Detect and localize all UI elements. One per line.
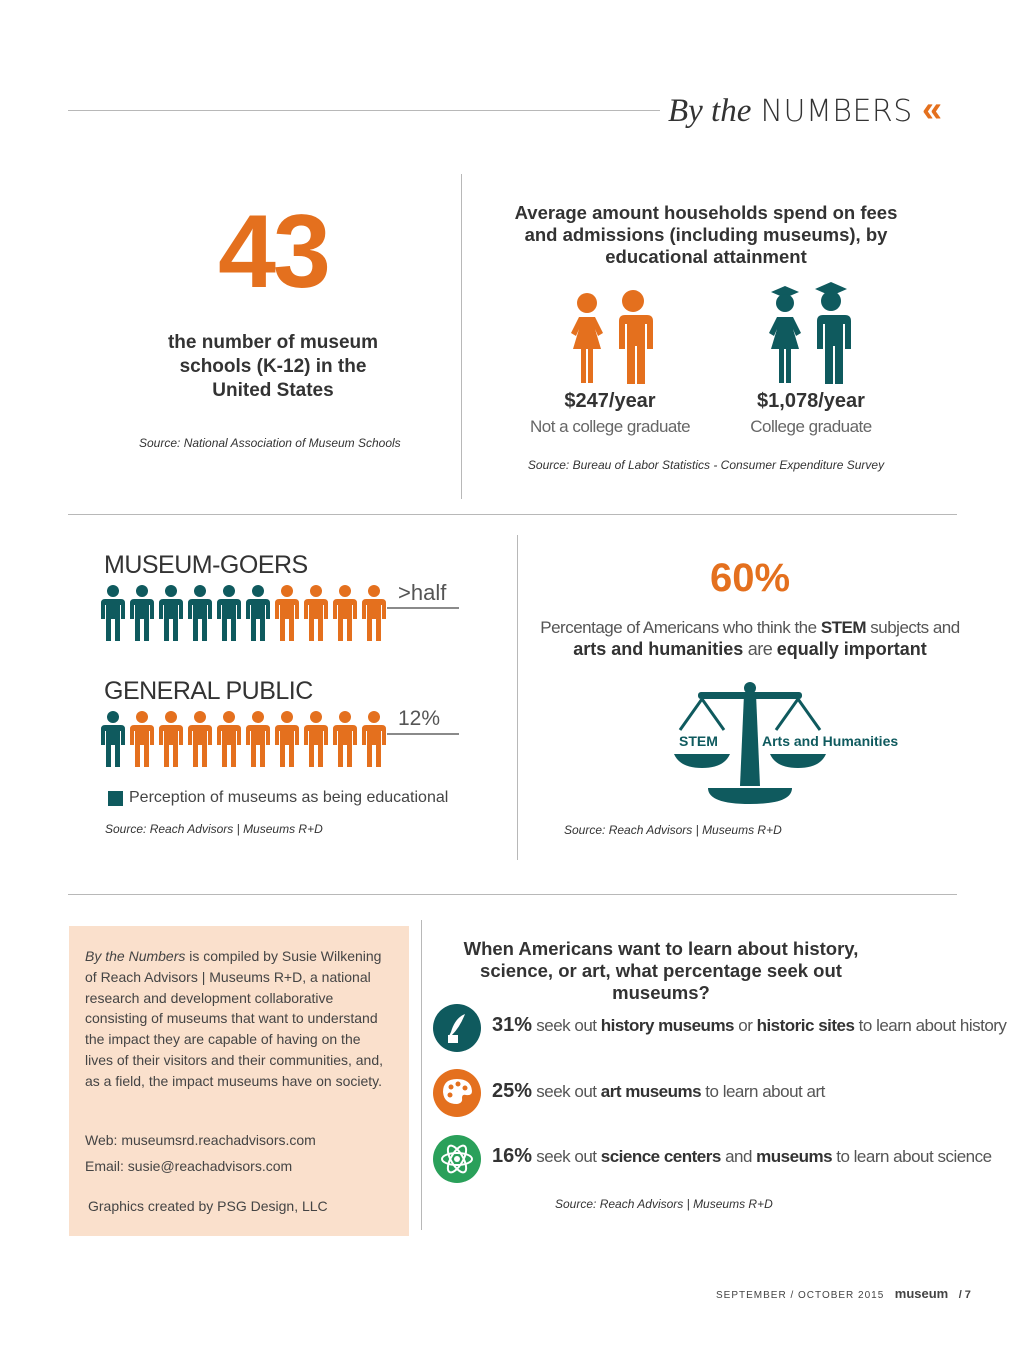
quill-icon (433, 1004, 481, 1052)
title-caps: NUMBERS (760, 94, 913, 129)
stem-line1-post: subjects and (866, 618, 960, 637)
college-label: College graduate (750, 417, 872, 436)
museum-schools-number: 43 (218, 194, 328, 310)
noncollege-label: Not a college graduate (529, 417, 691, 436)
section1-vertical-divider (461, 174, 462, 499)
history-percent: 31% (492, 1014, 533, 1036)
section2-bottom-rule (68, 894, 957, 895)
person-icon (129, 711, 155, 767)
museum-goers-label: MUSEUM-GOERS (104, 551, 308, 579)
person-icon (332, 711, 358, 767)
person-icon (158, 711, 184, 767)
stem-description-line1 (535, 618, 965, 638)
stem-description-line2 (535, 639, 965, 660)
credits-title: By the Numbers (85, 948, 186, 964)
credits-graphics: Graphics created by PSG Design, LLC (88, 1198, 328, 1214)
science-percent: 16% (492, 1145, 533, 1167)
graduate-people-icon (763, 282, 857, 386)
person-icon (361, 711, 387, 767)
person-icon (187, 585, 213, 641)
palette-icon (433, 1069, 481, 1117)
science-text-2: and (720, 1147, 757, 1166)
history-bold-2: historic sites (756, 1016, 855, 1035)
stem-line1-bold: STEM (820, 618, 867, 637)
stem-line2-bold2: equally important (776, 639, 927, 659)
museum-schools-caption: the number of museum schools (K-12) in the United States (167, 332, 379, 401)
person-icon (216, 585, 242, 641)
person-icon (129, 585, 155, 641)
general-public-people-row (100, 711, 390, 769)
person-icon (274, 711, 300, 767)
person-icon (332, 585, 358, 641)
atom-icon (433, 1135, 481, 1183)
section1-bottom-rule (68, 514, 957, 515)
science-text-1: seek out (532, 1147, 601, 1166)
stem-line2-mid: are (743, 639, 777, 659)
scale-label-stem: STEM (679, 733, 718, 749)
learning-item-art (492, 1080, 825, 1103)
stem-percent: 60% (709, 556, 791, 600)
history-text-1: seek out (532, 1016, 601, 1035)
general-public-label: GENERAL PUBLIC (104, 677, 313, 705)
section2-vertical-divider (517, 535, 518, 860)
person-icon (158, 585, 184, 641)
page-footer (716, 1285, 971, 1303)
learning-item-science (492, 1145, 992, 1168)
person-icon (361, 585, 387, 641)
person-icon (245, 711, 271, 767)
spending-heading: Average amount households spend on fees and admissions (including museums), by educational attainment (514, 202, 898, 267)
person-icon (274, 585, 300, 641)
person-icon (303, 711, 329, 767)
credits-web: Web: museumsrd.reachadvisors.com (85, 1132, 316, 1148)
museum-goers-rule (387, 607, 459, 609)
museum-schools-source: Source: National Association of Museum Schools (139, 436, 401, 450)
college-amount: $1,078/year (757, 390, 865, 412)
footer-magazine: museum (894, 1286, 949, 1301)
learning-heading: When Americans want to learn about history, science, or art, what percentage seek out museums? (463, 938, 859, 1003)
person-icon (303, 585, 329, 641)
scale-label-arts: Arts and Humanities (762, 733, 899, 749)
history-text-2: or (734, 1016, 757, 1035)
chevron-icon: « (922, 88, 943, 129)
credits-email: Email: susie@reachadvisors.com (85, 1158, 293, 1174)
stem-source: Source: Reach Advisors | Museums R+D (564, 823, 782, 837)
person-icon (100, 585, 126, 641)
general-public-value: 12% (398, 707, 441, 730)
person-icon (100, 711, 126, 767)
history-text-3: to learn about history (854, 1016, 1007, 1035)
person-icon (245, 585, 271, 641)
people-icon (565, 290, 659, 386)
legend-swatch (108, 791, 123, 806)
person-icon (187, 711, 213, 767)
museum-goers-people-row (100, 585, 390, 643)
page-title (668, 88, 942, 130)
art-text-1: seek out (532, 1082, 601, 1101)
history-bold-1: history museums (600, 1016, 735, 1035)
legend-text: Perception of museums as being educational (129, 789, 449, 806)
stem-line1-pre: Percentage of Americans who think the (540, 618, 821, 637)
learning-item-history (492, 1014, 1006, 1037)
science-bold-1: science centers (600, 1147, 721, 1166)
spending-source: Source: Bureau of Labor Statistics - Consumer Expenditure Survey (527, 458, 885, 472)
noncollege-amount: $247/year (564, 390, 656, 412)
general-public-rule (387, 733, 459, 735)
museum-goers-value: >half (398, 580, 447, 605)
learning-source: Source: Reach Advisors | Museums R+D (555, 1197, 773, 1211)
art-bold-1: art museums (600, 1082, 702, 1101)
art-text-2: to learn about art (701, 1082, 825, 1101)
science-bold-2: museums (756, 1147, 833, 1166)
art-percent: 25% (492, 1080, 533, 1102)
title-italic: By the (668, 93, 752, 129)
stem-line2-bold1: arts and humanities (573, 639, 744, 659)
credits-body (85, 946, 390, 1092)
footer-page: / 7 (958, 1289, 971, 1301)
header-rule (68, 110, 660, 111)
perception-source: Source: Reach Advisors | Museums R+D (105, 822, 323, 836)
section3-vertical-divider (421, 920, 422, 1230)
footer-issue: SEPTEMBER / OCTOBER 2015 (716, 1290, 885, 1301)
science-text-3: to learn about science (832, 1147, 992, 1166)
person-icon (216, 711, 242, 767)
credits-text: is compiled by Susie Wilkening of Reach Advisors | Museums R+D, a national research and development collaborative consisting of museums that want to understand the impact they are capable of having on the lives of their visitors and their communities, and, as a field, the impact museums have on society. (85, 948, 384, 1089)
